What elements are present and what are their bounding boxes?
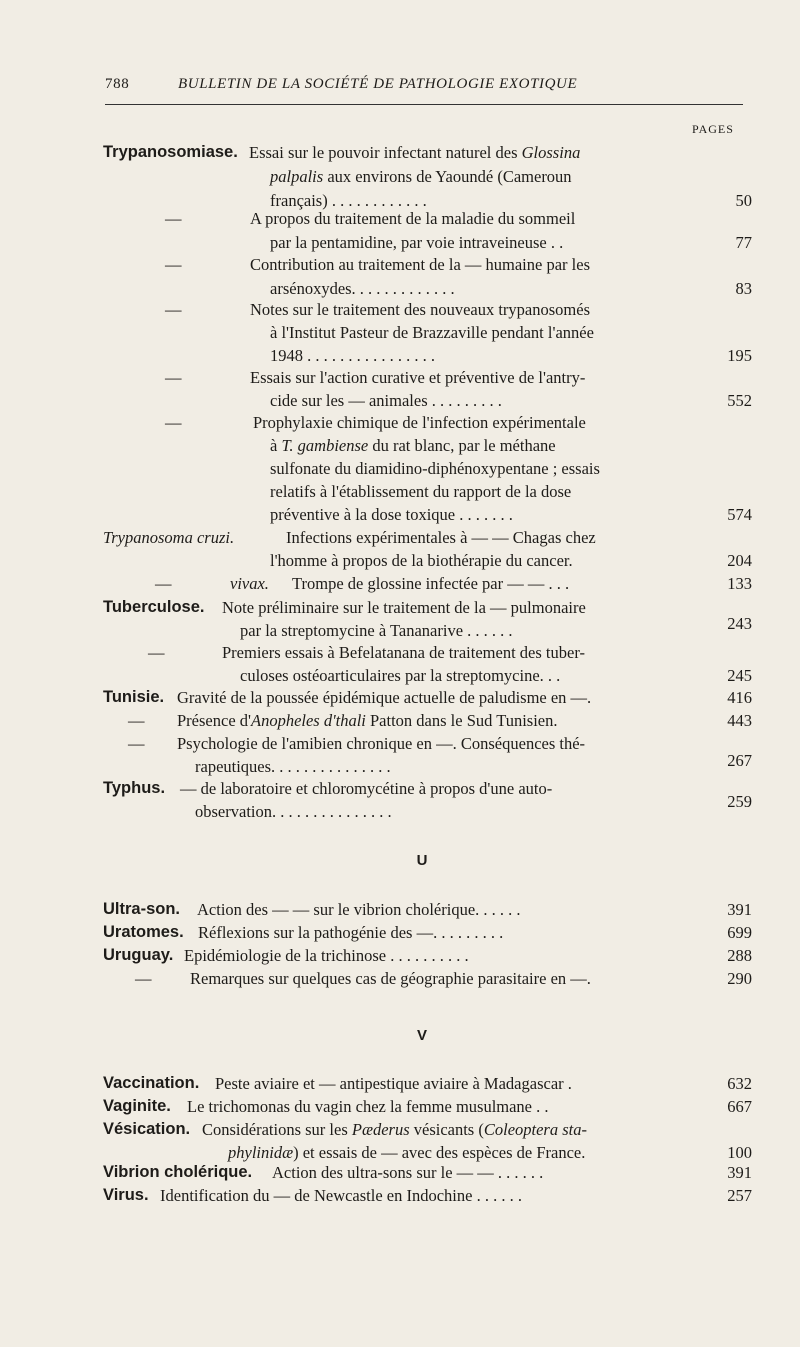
entry-subheading: vivax. [230, 574, 269, 593]
entry-text: Psychologie de l'amibien chronique en —. Conséquences thé- [177, 734, 586, 753]
entry-text: observation. . . . . . . . . . . . . . . [195, 802, 392, 821]
entry-text: Action des ultra-sons sur le — — . . . . . . [272, 1163, 544, 1182]
repeat-dash: — [128, 711, 145, 730]
repeat-dash: — [165, 368, 182, 387]
entry-text: — de laboratoire et chloromycétine à propos d'une auto- [180, 779, 553, 798]
page-ref: 257 [727, 1186, 752, 1205]
page-ref: 288 [727, 946, 752, 965]
section-letter-v: V [416, 1027, 427, 1044]
entry-text: arsénoxydes. . . . . . . . . . . . . [270, 279, 455, 298]
repeat-dash: — [165, 255, 182, 274]
entry-text: à T. gambiense du rat blanc, par le méthane [270, 436, 556, 455]
entry-text: Essais sur l'action curative et préventive de l'antry- [250, 368, 586, 387]
entry-text: l'homme à propos de la biothérapie du cancer. [270, 551, 573, 570]
entry-heading: Tunisie. [103, 688, 165, 706]
entry-text: Gravité de la poussée épidémique actuelle de paludisme en —. [177, 688, 592, 707]
entry-text: Considérations sur les Pæderus vésicants (Coleoptera sta- [202, 1120, 587, 1139]
entry-text: Identification du — de Newcastle en Indochine . . . . . . [160, 1186, 522, 1205]
repeat-dash: — [165, 300, 182, 319]
entry-text: rapeutiques. . . . . . . . . . . . . . . [195, 757, 391, 776]
repeat-dash: — [135, 969, 152, 988]
page-ref: 290 [727, 969, 752, 988]
entry-text: sulfonate du diamidino-diphénoxypentane ; essais [270, 459, 600, 478]
page-ref: 667 [727, 1097, 752, 1116]
entry-text: Infections expérimentales à — — Chagas chez [286, 528, 596, 547]
entry-heading: Vésication. [103, 1120, 191, 1138]
page-ref: 391 [727, 1163, 752, 1182]
page-ref: 100 [727, 1143, 752, 1162]
repeat-dash: — [165, 413, 182, 432]
page-ref: 552 [727, 391, 752, 410]
entry-text: Prophylaxie chimique de l'infection expérimentale [253, 413, 586, 432]
page-ref: 632 [727, 1074, 752, 1093]
entry-text: Trompe de glossine infectée par — — . . . [292, 574, 570, 593]
entry-text: Réflexions sur la pathogénie des —. . . . . . . . . [198, 923, 504, 942]
page-ref: 245 [727, 666, 752, 685]
entry-text: Le trichomonas du vagin chez la femme musulmane . . [187, 1097, 549, 1116]
entry-text: Premiers essais à Befelatanana de traitement des tuber- [222, 643, 585, 662]
entry-text: préventive à la dose toxique . . . . . . . [270, 505, 513, 524]
entry-heading: Ultra-son. [103, 900, 181, 918]
repeat-dash: — [148, 643, 165, 662]
entry-text: français) . . . . . . . . . . . . [270, 191, 427, 210]
entry-heading: Trypanosoma cruzi. [103, 528, 235, 547]
entry-text: Notes sur le traitement des nouveaux trypanosomés [250, 300, 590, 319]
entry-heading: Vibrion cholérique. [103, 1163, 253, 1181]
repeat-dash: — [165, 209, 182, 228]
entry-heading: Typhus. [103, 779, 166, 797]
pages-column-label: PAGES [692, 122, 734, 136]
entry-text: Remarques sur quelques cas de géographie parasitaire en —. [190, 969, 591, 988]
entry-text: Peste aviaire et — antipestique aviaire à Madagascar . [215, 1074, 572, 1093]
repeat-dash: — [155, 574, 172, 593]
entry-heading: Vaginite. [103, 1097, 171, 1115]
entry-text: Présence d'Anopheles d'thali Patton dans le Sud Tunisien. [177, 711, 558, 730]
page-ref: 195 [727, 346, 752, 365]
entry-text: A propos du traitement de la maladie du sommeil [250, 209, 576, 228]
page-ref: 83 [735, 279, 752, 298]
page-ref: 391 [727, 900, 752, 919]
entry-heading: Virus. [103, 1186, 149, 1204]
repeat-dash: — [128, 734, 145, 753]
page-ref: 243 [727, 614, 752, 633]
entry-heading: Tuberculose. [103, 598, 205, 616]
entry-text: Note préliminaire sur le traitement de la — pulmonaire [222, 598, 586, 617]
entry-heading: Vaccination. [103, 1074, 200, 1092]
entry-text: à l'Institut Pasteur de Brazzaville pendant l'année [270, 323, 594, 342]
entry-text: par la streptomycine à Tananarive . . . . . . [240, 621, 513, 640]
entry-text: Action des — — sur le vibrion cholérique. . . . . . [197, 900, 521, 919]
entry-text: par la pentamidine, par voie intraveineuse . . [270, 233, 564, 252]
entry-text: cide sur les — animales . . . . . . . . . [270, 391, 502, 410]
page-ref: 443 [727, 711, 752, 730]
entry-heading: Trypanosomiase. [103, 143, 238, 161]
page-ref: 77 [735, 233, 752, 252]
page-ref: 416 [727, 688, 752, 707]
section-letter-u: U [416, 852, 428, 869]
entry-text: culoses ostéoarticulaires par la streptomycine. . . [240, 666, 561, 685]
journal-title: BULLETIN DE LA SOCIÉTÉ DE PATHOLOGIE EXOTIQUE [178, 76, 578, 92]
page-number: 788 [105, 76, 130, 92]
page-ref: 50 [735, 191, 752, 210]
page-ref: 133 [727, 574, 752, 593]
entry-text: phylinidæ) et essais de — avec des espèces de France. [228, 1143, 586, 1162]
entry-text: palpalis aux environs de Yaoundé (Cameroun [270, 167, 572, 186]
page-ref: 574 [727, 505, 752, 524]
entry-text: 1948 . . . . . . . . . . . . . . . . [270, 346, 435, 365]
page-ref: 267 [727, 751, 752, 770]
entry-text: Contribution au traitement de la — humaine par les [250, 255, 590, 274]
entry-text: Epidémiologie de la trichinose . . . . . . . . . . [184, 946, 469, 965]
entry-text: relatifs à l'établissement du rapport de la dose [270, 482, 572, 501]
page-ref: 699 [727, 923, 752, 942]
entry-heading: Uratomes. [103, 923, 184, 941]
page-ref: 204 [727, 551, 752, 570]
page-ref: 259 [727, 792, 752, 811]
entry-heading: Uruguay. [103, 946, 174, 964]
header-rule [105, 104, 743, 105]
entry-text: Essai sur le pouvoir infectant naturel des Glossina [249, 143, 581, 162]
